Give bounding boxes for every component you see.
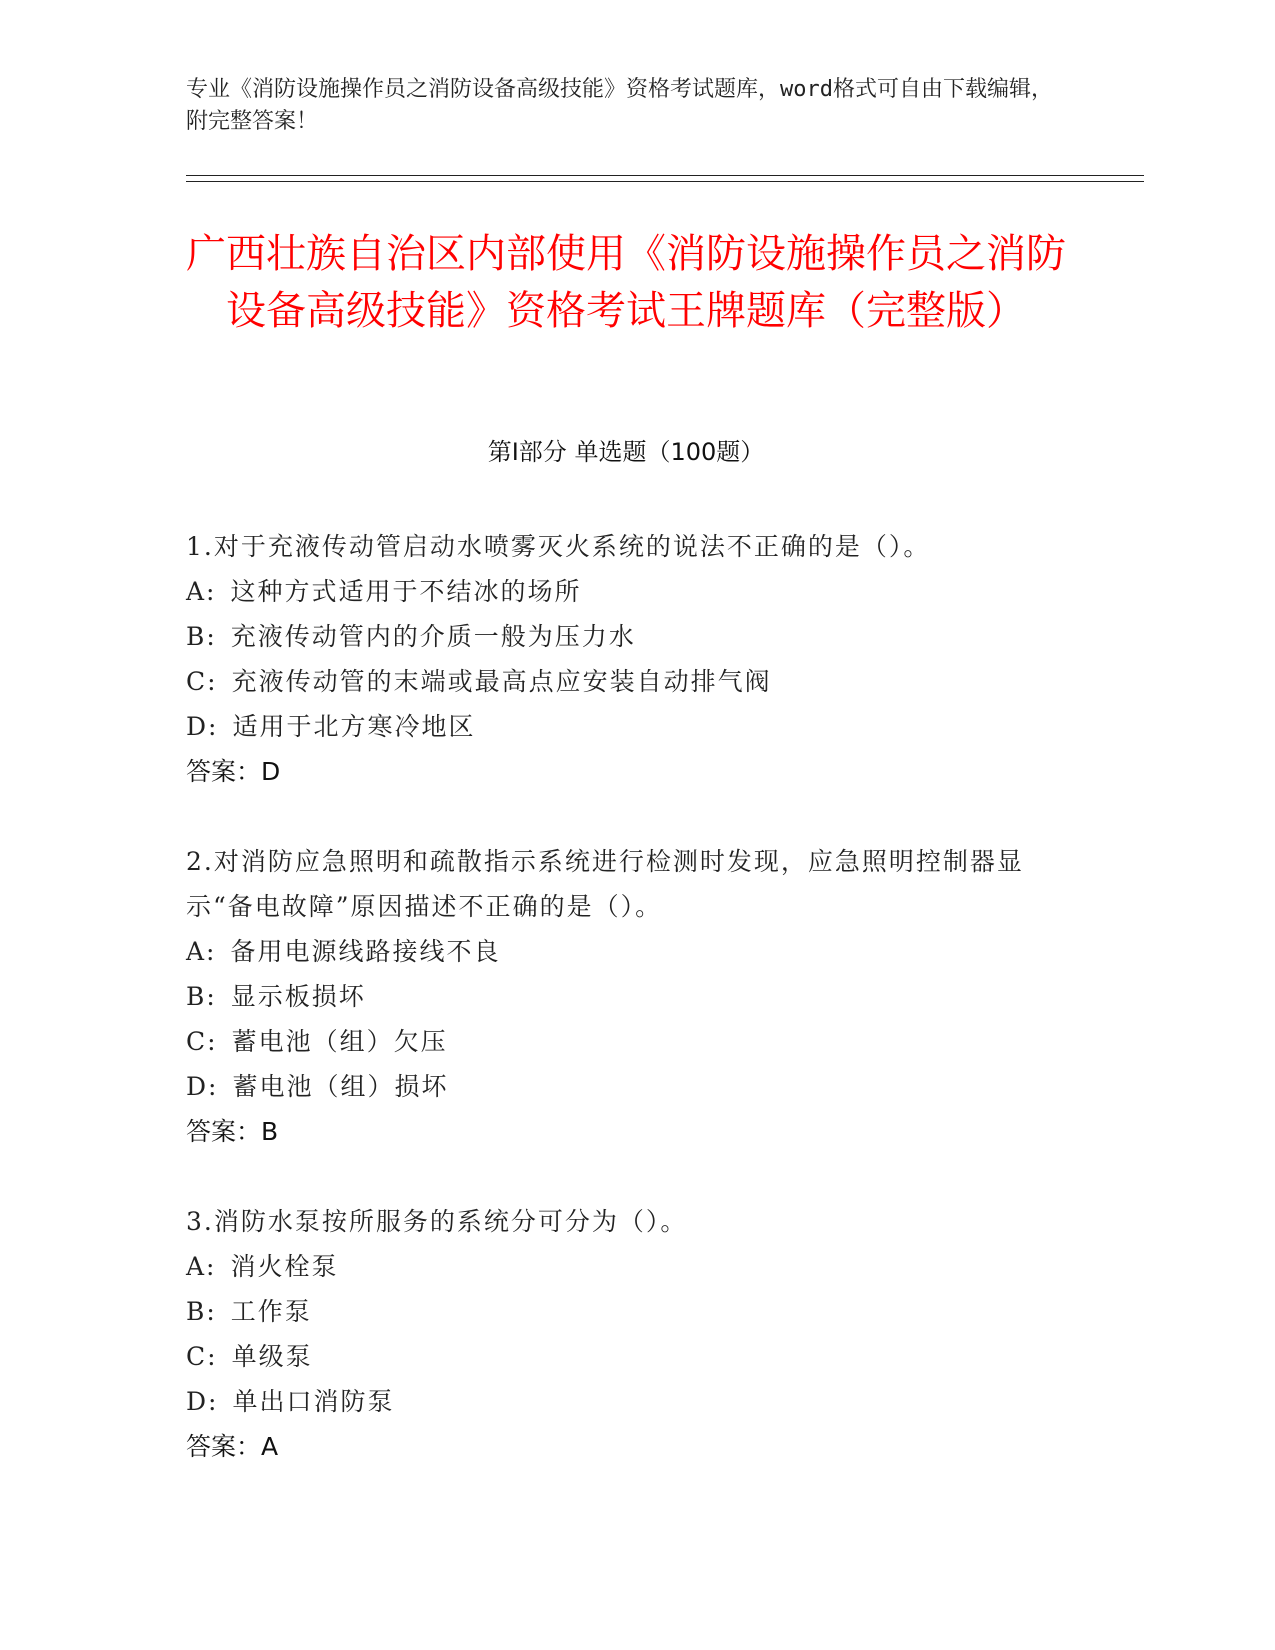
- option-letter: B:: [186, 622, 217, 651]
- question-stem: 3.消防水泵按所服务的系统分可分为（）。: [186, 1207, 688, 1236]
- question-stem: 2.对消防应急照明和疏散指示系统进行检测时发现，应急照明控制器显示“备电故障”原因描述不正确的是（）。: [186, 847, 1024, 921]
- question-1: [186, 524, 1066, 794]
- option-text: 充液传动管内的介质一般为压力水: [230, 622, 636, 651]
- header-divider-bottom: [186, 181, 1144, 182]
- header-note: 专业《消防设施操作员之消防设备高级技能》资格考试题库，word格式可自由下载编辑，附完整答案！: [186, 77, 1053, 134]
- option-letter: D:: [186, 712, 219, 741]
- option-text: 备用电源线路接线不良: [230, 937, 501, 966]
- option-c: [186, 1334, 1066, 1379]
- option-text: 充液传动管的末端或最高点应安装自动排气阀: [231, 667, 772, 696]
- answer-line: 答案：D: [186, 757, 281, 786]
- option-text: 消火栓泵: [230, 1252, 339, 1281]
- option-c: [186, 659, 1066, 704]
- option-text: 工作泵: [230, 1297, 312, 1326]
- option-a: [186, 929, 1066, 974]
- question-stem: 1.对于充液传动管启动水喷雾灭火系统的说法不正确的是（）。: [186, 532, 931, 561]
- option-letter: D:: [186, 1072, 219, 1101]
- option-d: [186, 704, 1066, 749]
- option-letter: B:: [186, 982, 217, 1011]
- option-b: [186, 614, 1066, 659]
- option-letter: D:: [186, 1387, 219, 1416]
- answer-line: 答案：B: [186, 1117, 279, 1146]
- option-text: 这种方式适用于不结冰的场所: [230, 577, 582, 606]
- question-list: [186, 524, 1066, 1514]
- question-2: [186, 839, 1066, 1154]
- document-title: 广西壮族自治区内部使用《消防设施操作员之消防设备高级技能》资格考试王牌题库（完整版）: [186, 231, 1066, 334]
- option-text: 蓄电池（组）欠压: [231, 1027, 448, 1056]
- option-a: [186, 1244, 1066, 1289]
- section-heading: 第Ⅰ部分 单选题（100题）: [487, 438, 765, 466]
- option-text: 适用于北方寒冷地区: [232, 712, 476, 741]
- option-b: [186, 1289, 1066, 1334]
- option-letter: A:: [186, 1252, 217, 1281]
- question-3: [186, 1199, 1066, 1469]
- option-text: 单出口消防泵: [232, 1387, 395, 1416]
- answer-line: 答案：A: [186, 1432, 279, 1461]
- option-letter: C:: [186, 667, 218, 696]
- option-letter: B:: [186, 1297, 217, 1326]
- option-b: [186, 974, 1066, 1019]
- option-text: 蓄电池（组）损坏: [232, 1072, 449, 1101]
- header-divider-top: [186, 175, 1144, 176]
- option-letter: C:: [186, 1027, 218, 1056]
- option-a: [186, 569, 1066, 614]
- option-letter: A:: [186, 937, 217, 966]
- option-d: [186, 1064, 1066, 1109]
- option-text: 显示板损坏: [230, 982, 366, 1011]
- option-letter: C:: [186, 1342, 218, 1371]
- option-letter: A:: [186, 577, 217, 606]
- option-d: [186, 1379, 1066, 1424]
- option-c: [186, 1019, 1066, 1064]
- option-text: 单级泵: [231, 1342, 313, 1371]
